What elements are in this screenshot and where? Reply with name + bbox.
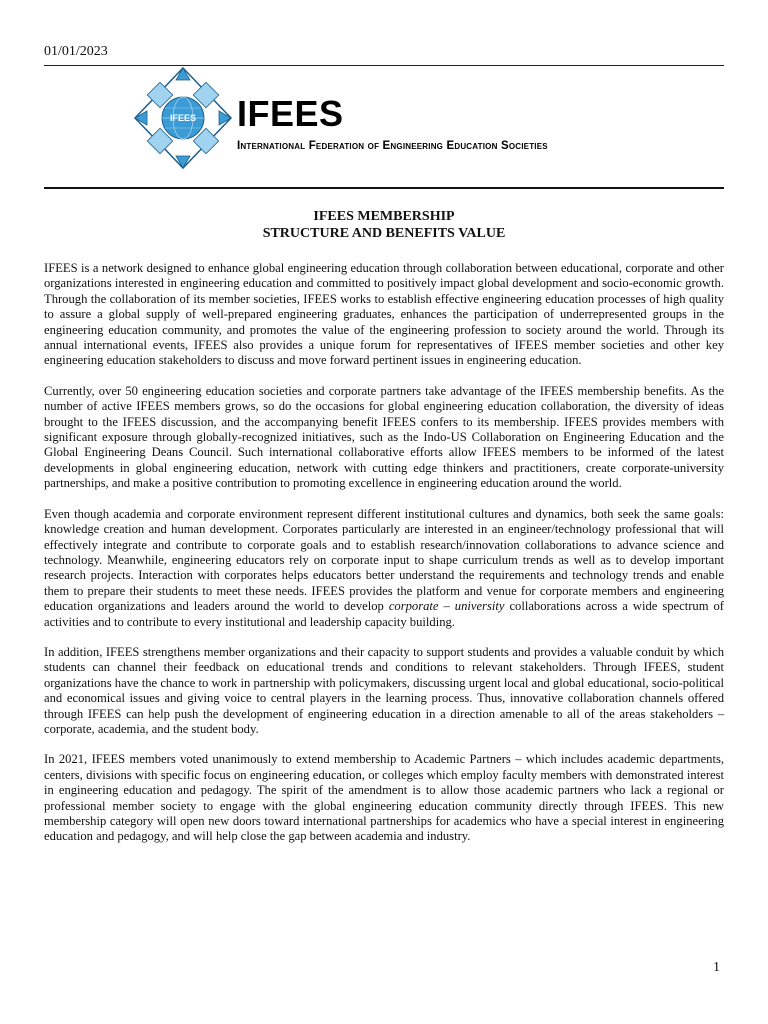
title-line-1: IFEES MEMBERSHIP xyxy=(313,209,455,224)
paragraph-corporate-text-b: collaborations across a wide spectrum of activities and to contribute to every institutional and leadership capacity building. xyxy=(44,599,724,629)
ifees-logo xyxy=(133,66,633,186)
title-line-2: STRUCTURE AND BENEFITS VALUE xyxy=(262,226,506,241)
paragraph-corporate-emphasis: corporate – university xyxy=(388,599,505,614)
ifees-emblem-icon xyxy=(133,66,233,170)
paragraph-membership: Currently, over 50 engineering education societies and corporate partners take advantage of the IFEES membership benefits. As the number of active IFEES members grows, so do the occasions for global engineering education collaboration, the diversity of ideas brought to the IFEES discussion, and the accompanying benefit IFEES confers to its membership. IFEES provides members with significant exposure through globally-recognized initiatives, such as the Indo-US Collaboration on Engineering Education and the Global Engineering Deans Council. Such international collaborative efforts allow IFEES members to be informed of the latest developments in global engineering education, network with cutting edge thinkers and practitioners, create corporate-university partnerships, and make a positive contribution to promoting excellence in engineering education around the world. xyxy=(44,383,724,491)
svg-text:IFEES: IFEES xyxy=(169,113,197,123)
paragraph-corporate xyxy=(44,507,724,630)
paragraph-students: In addition, IFEES strengthens member organizations and their capacity to support students and provides a valuable conduit by which students can channel their feedback on educational trends and conditions to relevant stakeholders. Through IFEES, student organizations have the chance to work in partnership with policymakers, discussing urgent local and global educational, socio-political and economical issues and giving voice to central players in the learning process. Thus, innovative collaboration channels offered through IFEES can help push the development of engineering education in a direction amenable to all of the areas stakeholders – corporate, academia, and the student body. xyxy=(44,644,724,736)
paragraph-corporate-text-a: Even though academia and corporate environment represent different institutional cultures and dynamics, both seek the same goals: knowledge creation and human development. Corporates particularly are interested in an engineer/technology professional that will effectively integrate and contribute to corporate goals and to establish research/innovation collaborations to advance science and technology. Meanwhile, engineering educators rely on corporate input to shape curriculum trends as well as to develop important research projects. Interaction with corporates helps educators better understand the requirements and technology trends and enable them to prepare their students to meet these needs. IFEES provides the platform and venue for corporate members and engineering education organizations and leaders around the world to develop xyxy=(44,506,724,614)
logo-brand: IFEES xyxy=(237,93,344,134)
logo-tagline: International Federation of Engineering Education Societies xyxy=(237,140,548,152)
header-divider xyxy=(44,187,724,189)
paragraph-academic-partners: In 2021, IFEES members voted unanimously to extend membership to Academic Partners – which includes academic departments, centers, divisions with specific focus on engineering education, or colleges which employ faculty members with demonstrated interest in engineering education and pedagogy. The spirit of the amendment is to allow those academic partners who lack a regional or professional member society to engage with the global engineering education community directly through IFEES. This new membership category will open new doors toward international partnerships for academics who have a special interest in engineering education and pedagogy, and will help close the gap between academia and industry. xyxy=(44,752,724,844)
document-date: 01/01/2023 xyxy=(44,44,108,59)
document-title xyxy=(44,208,724,242)
page-number: 1 xyxy=(713,960,720,975)
document-body xyxy=(44,261,724,860)
paragraph-intro: IFEES is a network designed to enhance global engineering education through collaboration between educational, corporate and other organizations interested in engineering education and committed to positively impact global development and socio-economic growth. Through the collaboration of its member societies, IFEES works to establish effective engineering education processes of high quality to assure a global supply of well-prepared engineering graduates, enhances the participation of underrepresented groups in the engineering education community, and promotes the value of the engineering profession to society around the world. Through its annual international events, IFEES also provides a unique forum for representatives of IFEES member societies and other key engineering education stakeholders to discuss and move forward pertinent issues in engineering education. xyxy=(44,261,724,368)
